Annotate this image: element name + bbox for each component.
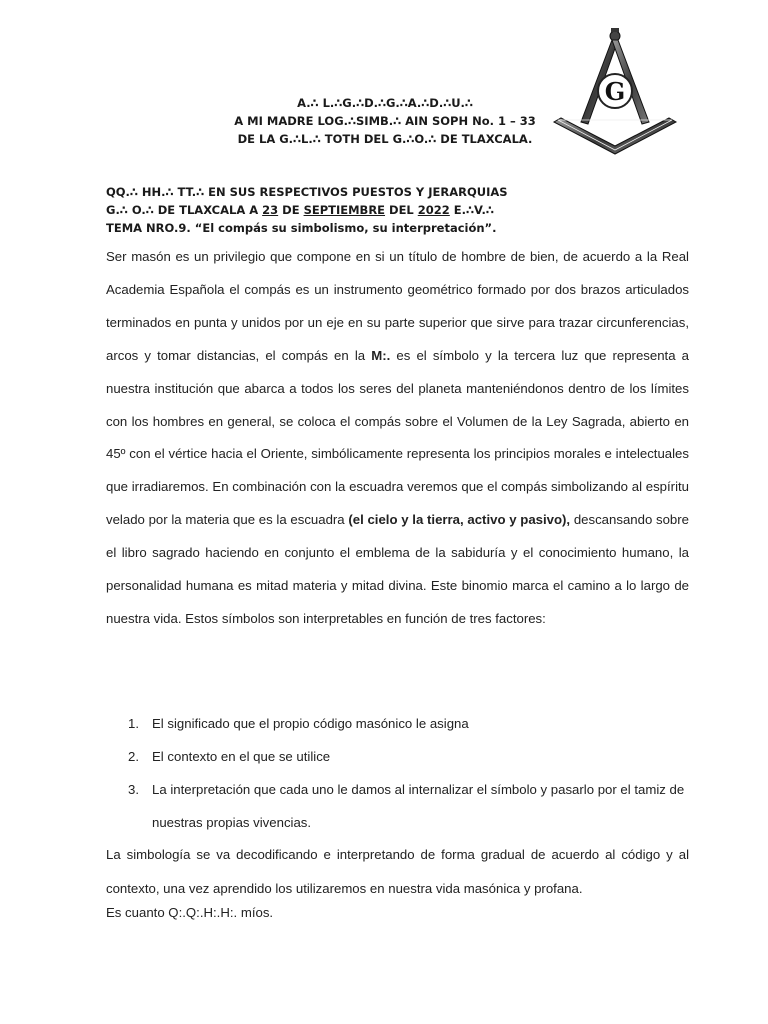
list-item-number: 1. (128, 716, 139, 731)
list-item-number: 3. (128, 781, 139, 797)
topic-line: TEMA NRO.9. “El compás su simbolismo, su interpretación”. (106, 221, 497, 235)
header-line-2: A MI MADRE LOG.∴SIMB.∴ AIN SOPH No. 1 – 33 (234, 114, 536, 128)
date-day: 23 (262, 203, 279, 217)
paragraph-1-bold-2: (el cielo y la tierra, activo y pasivo), (348, 512, 571, 528)
factors-list (128, 708, 689, 840)
list-item-number: 2. (128, 748, 139, 764)
salutation-block (106, 183, 706, 237)
paragraph-1-part-2: es el símbolo y la tercera luz que representa a nuestra institución que abarca a todos los seres del planeta manteniéndonos dentro de los límites con los hombres en general, se coloca el compás sobre el Volumen de la Ley Sagrada, abierto en 45º con el vértice hacia el Oriente, simbólicamente representa los principios morales e intelectuales que irradiaremos. En combinación con la escuadra veremos que el compás simbolizando al espíritu velado por la materia que es la escuadra (106, 347, 689, 528)
header-line-1: A.∴ L.∴G.∴D.∴G.∴A.∴D.∴U.∴ (297, 96, 473, 110)
date-line (106, 201, 706, 219)
paragraph-1-bold-1: M:. (371, 347, 391, 363)
paragraph-1 (106, 241, 689, 636)
document-header (200, 94, 570, 148)
list-item (128, 774, 689, 840)
paragraph-1-part-3: descansando sobre el libro sagrado haciendo en conjunto el emblema de la sabiduría y el conocimiento humano, la personalidad humana es mitad materia y mitad divina. Este binomio marca el camino a lo largo de nuestra vida. Estos símbolos son interpretables en función de tres factores: (106, 512, 689, 626)
paragraph-1-part-1: Ser masón es un privilegio que compone en si un título de hombre de bien, de acuerdo a la Real Academia Española el compás es un instrumento geométrico formado por dos brazos articulados terminados en punta y unidos por un eje en su parte superior que sirve para trazar circunferencias, arcos y tomar distancias, el compás en la (106, 249, 689, 363)
square-and-compass-icon (550, 26, 680, 156)
list-item-text: El contexto en el que se utilice (152, 748, 331, 764)
list-item (128, 708, 689, 741)
list-item-text: El significado que el propio código masónico le asigna (152, 716, 469, 731)
date-de: DE (278, 203, 304, 217)
paragraph-2: La simbología se va decodificando e interpretando de forma gradual de acuerdo al código y al contexto, una vez aprendido los utilizaremos en nuestra vida masónica y profana. (106, 847, 689, 896)
date-year: 2022 (417, 203, 450, 217)
date-del: DEL (385, 203, 418, 217)
emblem-letter: G (604, 77, 626, 106)
date-month: SEPTIEMBRE (303, 203, 386, 217)
date-prefix: G.∴ O.∴ DE TLAXCALA A (106, 203, 263, 217)
closing-line: Es cuanto Q:.Q:.H:.H:. míos. (106, 905, 274, 920)
list-item (128, 741, 689, 774)
salutation-line: QQ.∴ HH.∴ TT.∴ EN SUS RESPECTIVOS PUESTOS Y JERARQUIAS (106, 185, 508, 199)
date-suffix: E.∴V.∴ (449, 203, 494, 217)
header-line-3: DE LA G.∴L.∴ TOTH DEL G.∴O.∴ DE TLAXCALA. (237, 132, 533, 146)
list-item-text: La interpretación que cada uno le damos al internalizar el símbolo y pasarlo por el tamiz de nuestras propias vivencias. (152, 781, 685, 830)
